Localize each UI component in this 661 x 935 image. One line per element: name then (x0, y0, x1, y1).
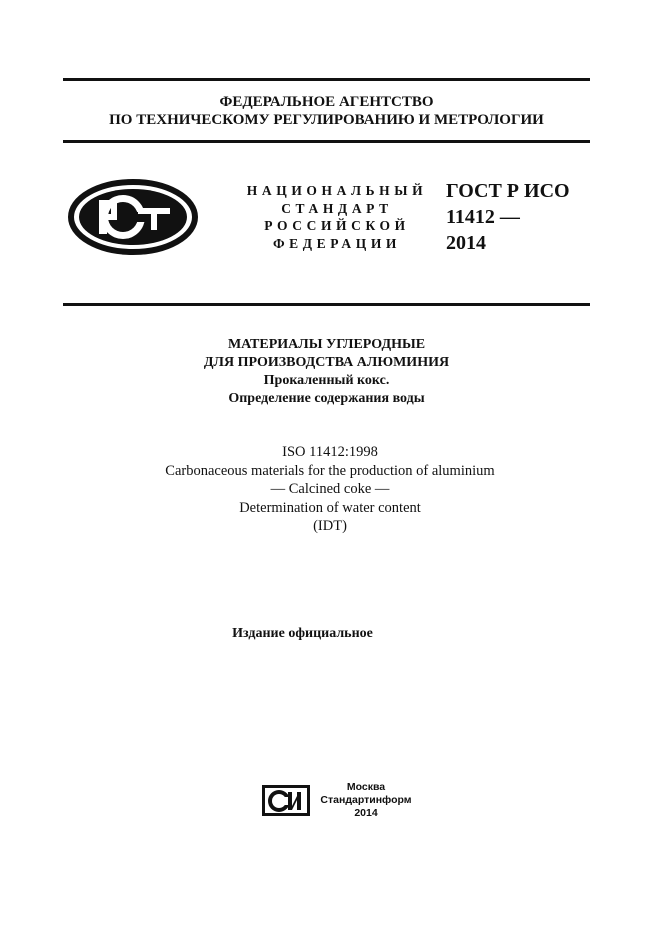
title-line-1: МАТЕРИАЛЫ УГЛЕРОДНЫЕ (227, 337, 426, 352)
designation-line-3: 2014 (446, 232, 486, 254)
agency-line-1: ФЕДЕРАЛЬНОЕ АГЕНТСТВО (219, 94, 434, 110)
rst-logo-icon (66, 178, 200, 256)
publisher-city: Москва (346, 781, 386, 793)
section-rule (63, 303, 590, 306)
agency-line-2: ПО ТЕХНИЧЕСКОМУ РЕГУЛИРОВАНИЮ И МЕТРОЛОГИИ (109, 112, 544, 128)
title-line-2: ДЛЯ ПРОИЗВОДСТВА АЛЮМИНИЯ (203, 355, 450, 370)
standard-designation (446, 178, 570, 256)
iso-line-3: — Calcined coke — (270, 481, 390, 497)
designation-line-2: 11412 — (446, 206, 520, 228)
designation-line-1: ГОСТ Р ИСО (446, 180, 570, 202)
edition-label: Издание официальное (232, 626, 373, 641)
natstd-line-3: РОССИЙСКОЙ (264, 218, 410, 233)
national-standard-label (232, 182, 442, 252)
natstd-line-4: ФЕДЕРАЦИИ (272, 235, 402, 251)
publisher-info (316, 781, 416, 820)
iso-reference (35, 443, 625, 536)
natstd-line-1: НАЦИОНАЛЬНЫЙ (246, 183, 428, 198)
header-rule (63, 140, 590, 143)
top-rule (63, 78, 590, 81)
title-line-3: Прокаленный кокс. (263, 373, 390, 388)
publisher-name: Стандартинформ (320, 794, 412, 806)
iso-line-4: Determination of water content (239, 499, 421, 516)
title-line-4: Определение содержания воды (228, 391, 425, 406)
iso-line-5: (IDT) (313, 518, 347, 534)
document-title (63, 336, 590, 408)
standartinform-logo-icon (261, 784, 311, 817)
natstd-line-2: СТАНДАРТ (281, 200, 393, 216)
iso-line-2: Carbonaceous materials for the production of aluminium (165, 462, 495, 479)
publisher-year: 2014 (354, 807, 378, 819)
iso-line-1: ISO 11412:1998 (282, 444, 378, 460)
agency-header (34, 93, 619, 129)
